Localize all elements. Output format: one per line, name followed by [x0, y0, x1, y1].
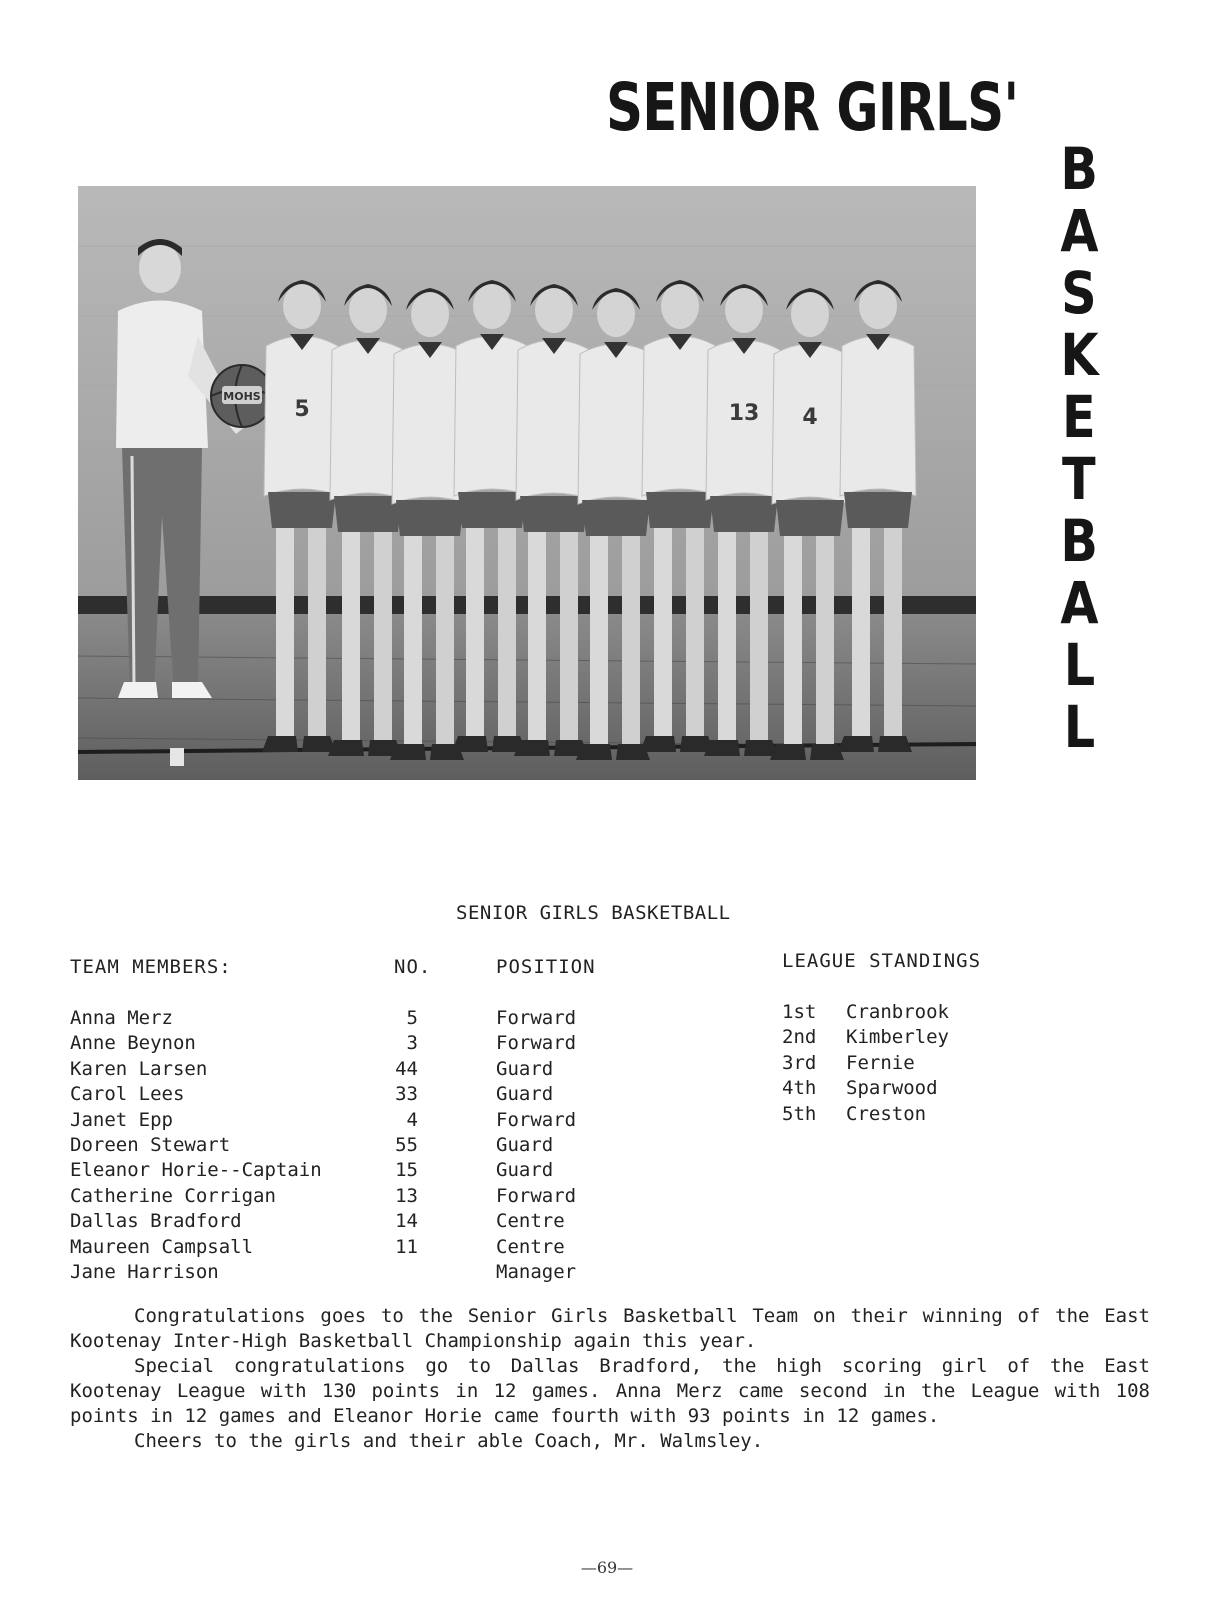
member-position: Guard	[496, 1057, 554, 1080]
standing-row	[782, 1051, 949, 1076]
vertical-heading-letter: B	[1060, 135, 1098, 203]
standing-team: Sparwood	[846, 1077, 938, 1100]
vertical-heading-letter: L	[1063, 631, 1095, 699]
floor-marker	[170, 748, 184, 766]
standing-rank: 2nd	[782, 1026, 817, 1049]
vertical-heading-basketball	[1052, 135, 1106, 761]
header-position: POSITION	[496, 956, 596, 978]
standing-rank: 1st	[782, 1001, 817, 1023]
standing-row	[782, 1076, 949, 1101]
standing-team: Fernie	[846, 1051, 915, 1074]
wall-baseboard	[78, 596, 976, 614]
member-name: Dallas Bradford	[70, 1210, 242, 1233]
member-position: Guard	[496, 1159, 554, 1182]
vertical-heading-letter: T	[1062, 445, 1096, 513]
jersey-number: 5	[294, 397, 310, 422]
member-name: Anne Beynon	[70, 1032, 196, 1055]
standing-team: Cranbrook	[846, 1001, 949, 1023]
member-number: 14	[395, 1210, 418, 1233]
member-name: Janet Epp	[70, 1108, 173, 1131]
roster-title: SENIOR GIRLS BASKETBALL	[456, 902, 731, 924]
member-position: Centre	[496, 1235, 565, 1258]
member-numbers	[384, 1006, 418, 1285]
vertical-heading-letter: L	[1063, 693, 1095, 761]
member-position: Manager	[496, 1260, 577, 1283]
jersey-number: 13	[728, 401, 760, 426]
member-position: Guard	[496, 1133, 554, 1156]
member-position: Guard	[496, 1083, 554, 1106]
member-name: Carol Lees	[70, 1083, 185, 1106]
member-position: Forward	[496, 1184, 577, 1207]
article-text	[70, 1304, 1150, 1454]
member-name: Anna Merz	[70, 1007, 173, 1029]
vertical-heading-letter: A	[1059, 197, 1099, 265]
member-name: Eleanor Horie--Captain	[70, 1159, 322, 1182]
header-team-members: TEAM MEMBERS:	[70, 956, 232, 978]
paragraph: Congratulations goes to the Senior Girls Basketball Team on their winning of the East Kootenay Inter-High Basketball Championship again this year.	[70, 1305, 1150, 1352]
member-number: 55	[395, 1133, 418, 1156]
member-name: Karen Larsen	[70, 1057, 208, 1080]
standing-rank: 3rd	[782, 1051, 817, 1074]
standing-rank: 5th	[782, 1102, 817, 1125]
standing-rank: 4th	[782, 1077, 817, 1100]
member-number: 5	[406, 1007, 418, 1029]
ball-logo-text: MOHS	[223, 390, 261, 403]
vertical-heading-letter: A	[1059, 569, 1099, 637]
member-number: 15	[395, 1159, 418, 1182]
vertical-heading-letter: B	[1060, 507, 1098, 575]
member-number	[384, 1260, 418, 1285]
member-names	[70, 1006, 322, 1285]
header-number: NO.	[394, 956, 432, 978]
standing-row	[782, 1000, 949, 1025]
paragraph: Cheers to the girls and their able Coach, Mr. Walmsley.	[134, 1430, 764, 1452]
member-position: Forward	[496, 1007, 577, 1029]
member-positions	[496, 1006, 576, 1285]
vertical-heading-letter: K	[1059, 321, 1099, 389]
member-name: Jane Harrison	[70, 1260, 219, 1283]
standing-row	[782, 1102, 949, 1127]
member-number: 13	[395, 1184, 418, 1207]
header-league-standings: LEAGUE STANDINGS	[782, 950, 982, 972]
team-photo-drawing	[78, 186, 976, 780]
member-number: 44	[395, 1057, 418, 1080]
vertical-heading-letter: S	[1061, 259, 1097, 327]
member-number: 33	[395, 1083, 418, 1106]
member-name: Doreen Stewart	[70, 1133, 231, 1156]
member-position: Centre	[496, 1210, 565, 1233]
team-photo	[78, 186, 976, 780]
member-name: Catherine Corrigan	[70, 1184, 276, 1207]
jersey-number: 4	[802, 405, 818, 430]
league-standings-list	[782, 1000, 949, 1127]
standing-team: Creston	[846, 1102, 927, 1125]
member-name: Maureen Campsall	[70, 1235, 254, 1258]
page-number: —69—	[580, 1558, 634, 1577]
member-number: 11	[395, 1235, 418, 1258]
paragraph: Special congratulations go to Dallas Bradford, the high scoring girl of the East Kootenay League with 130 points in 12 games. Anna Merz came second in the League with 108 points in 12 games and Eleanor Horie came fourth with 93 points in 12 games.	[70, 1355, 1150, 1427]
vertical-heading-letter: E	[1062, 383, 1096, 451]
member-position: Forward	[496, 1108, 577, 1131]
basketball	[211, 365, 273, 427]
page-heading: SENIOR GIRLS'	[606, 69, 1019, 146]
member-number: 4	[406, 1108, 418, 1131]
member-number: 3	[406, 1032, 418, 1055]
member-position: Forward	[496, 1032, 577, 1055]
standing-row	[782, 1025, 949, 1050]
standing-team: Kimberley	[846, 1026, 949, 1049]
